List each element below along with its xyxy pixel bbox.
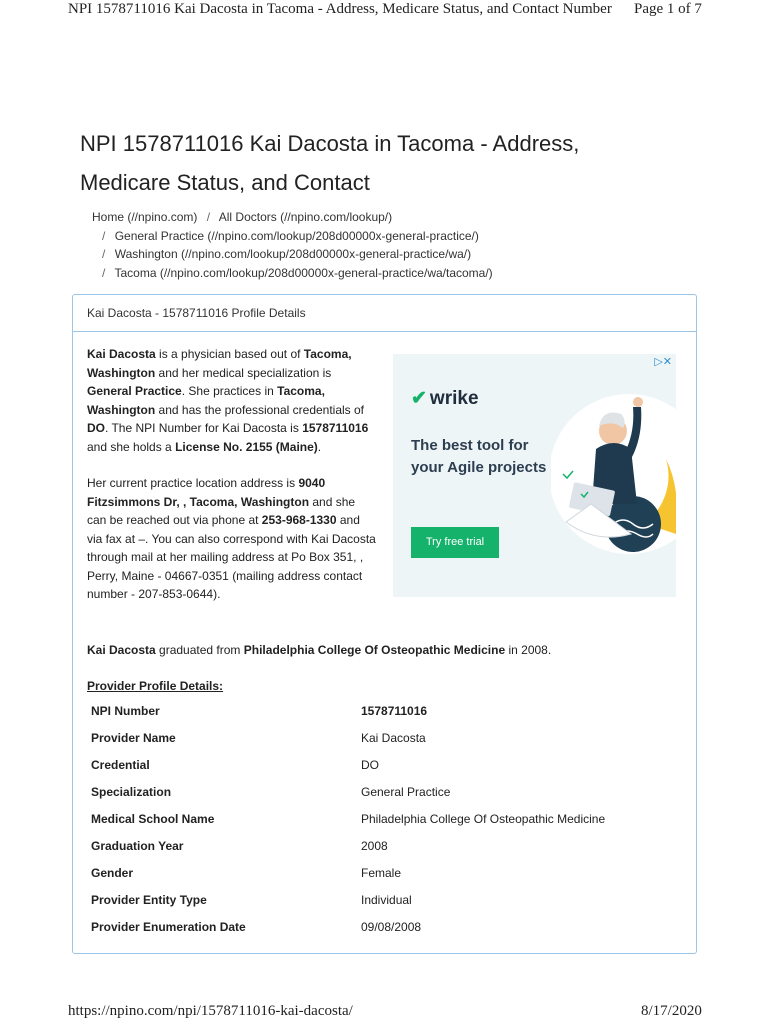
breadcrumb bbox=[92, 208, 712, 282]
detail-label: Credential bbox=[91, 757, 150, 772]
detail-label: Gender bbox=[91, 865, 134, 880]
bio-specialization: General Practice bbox=[87, 384, 182, 398]
profile-card bbox=[72, 294, 697, 954]
bio-address: 9040 Fitzsimmons Dr, , Tacoma, Washington bbox=[87, 476, 326, 509]
table-row bbox=[87, 832, 677, 859]
bio-text: and she holds a bbox=[87, 439, 176, 454]
table-row bbox=[87, 805, 677, 832]
bio-text: Her current practice location address is bbox=[87, 476, 299, 490]
bio-text: and her medical specialization is bbox=[155, 365, 332, 380]
provider-details-title: Provider Profile Details: bbox=[87, 679, 224, 693]
table-row bbox=[87, 886, 677, 913]
grad-name: Kai Dacosta bbox=[87, 643, 156, 657]
bio-credential: DO bbox=[87, 421, 105, 435]
bio-text: and via fax at –. You can also correspond with Kai Dacosta through mail at her mailing address at Po Box 351, , Perry, Maine - 04667-0351 (mailing address contact number - 207-853-0644). bbox=[87, 513, 376, 601]
detail-label: Graduation Year bbox=[91, 838, 184, 853]
grad-school: Philadelphia College Of Osteopathic Medicine bbox=[243, 643, 506, 657]
breadcrumb-all-doctors[interactable]: All Doctors (//npino.com/lookup/) bbox=[218, 210, 393, 224]
graduation-sentence bbox=[87, 641, 677, 659]
detail-value: 09/08/2008 bbox=[361, 919, 422, 934]
bio-text: . bbox=[317, 439, 322, 454]
bio-text: . She practices in bbox=[181, 384, 278, 398]
print-page-number: Page 1 of 7 bbox=[634, 1, 702, 17]
bio-license: License No. 2155 (Maine) bbox=[175, 439, 318, 454]
detail-value: Female bbox=[361, 865, 402, 880]
detail-label: Medical School Name bbox=[91, 811, 215, 826]
detail-value: General Practice bbox=[361, 784, 451, 799]
check-icon: ✔ bbox=[411, 388, 427, 409]
profile-card-header: Kai Dacosta - 1578711016 Profile Details bbox=[73, 295, 696, 332]
print-footer bbox=[0, 1000, 770, 1024]
page-title-line-1: NPI 1578711016 Kai Dacosta in Tacoma - Address, bbox=[80, 131, 580, 156]
detail-value: Individual bbox=[361, 892, 412, 907]
grad-text: graduated from bbox=[155, 643, 244, 657]
print-footer-date: 8/17/2020 bbox=[641, 1003, 702, 1019]
print-footer-url: https://npino.com/npi/1578711016-kai-dacosta/ bbox=[68, 1003, 353, 1019]
wrike-brand-text: wrike bbox=[429, 388, 479, 409]
bio-paragraph-1 bbox=[87, 345, 377, 456]
try-free-trial-button[interactable]: Try free trial bbox=[411, 527, 499, 558]
page-title-line-2: Medicare Status, and Contact bbox=[80, 170, 370, 195]
print-header bbox=[0, 0, 770, 22]
table-row bbox=[87, 724, 677, 751]
print-header-title: NPI 1578711016 Kai Dacosta in Tacoma - Address, Medicare Status, and Contact Number bbox=[68, 1, 612, 17]
table-row bbox=[87, 778, 677, 805]
ad-illustration bbox=[551, 374, 676, 584]
bio-name: Kai Dacosta bbox=[87, 347, 156, 361]
detail-label: Provider Name bbox=[91, 730, 176, 745]
detail-label: Provider Entity Type bbox=[91, 892, 207, 907]
table-row bbox=[87, 751, 677, 778]
detail-value: 1578711016 bbox=[361, 703, 428, 718]
bio-city-state-2: Tacoma, Washington bbox=[87, 384, 325, 417]
detail-value: DO bbox=[361, 757, 379, 772]
detail-label: Specialization bbox=[91, 784, 172, 799]
breadcrumb-home[interactable]: Home (//npino.com) bbox=[92, 210, 198, 224]
detail-label: NPI Number bbox=[91, 703, 160, 718]
bio-text: and has the professional credentials of bbox=[155, 402, 365, 417]
ad-headline: The best tool for your Agile projects bbox=[411, 437, 547, 476]
breadcrumb-separator: / bbox=[206, 210, 211, 224]
wrike-ad-banner[interactable] bbox=[393, 354, 676, 597]
bio-text: . The NPI Number for Kai Dacosta is bbox=[105, 421, 303, 435]
detail-value: Kai Dacosta bbox=[361, 730, 426, 745]
breadcrumb-tacoma[interactable]: Tacoma (//npino.com/lookup/208d00000x-general-practice/wa/tacoma/) bbox=[114, 265, 493, 280]
breadcrumb-general-practice[interactable]: General Practice (//npino.com/lookup/208d00000x-general-practice/) bbox=[114, 228, 479, 243]
detail-value: Philadelphia College Of Osteopathic Medicine bbox=[361, 811, 606, 826]
bio-paragraph-2 bbox=[87, 474, 377, 604]
breadcrumb-separator: / bbox=[102, 247, 106, 261]
breadcrumb-washington[interactable]: Washington (//npino.com/lookup/208d00000x-general-practice/wa/) bbox=[114, 247, 472, 261]
bio-phone: 253-968-1330 bbox=[261, 513, 337, 527]
bio-npi: 1578711016 bbox=[302, 421, 369, 435]
table-row bbox=[87, 859, 677, 886]
page-title bbox=[80, 124, 680, 202]
bio-text: is a physician based out of bbox=[155, 347, 304, 361]
provider-details-table bbox=[87, 697, 677, 940]
adchoices-close-icon[interactable]: ▷✕ bbox=[654, 356, 672, 368]
table-row bbox=[87, 697, 677, 724]
table-row bbox=[87, 913, 677, 940]
breadcrumb-separator: / bbox=[102, 265, 106, 280]
grad-text: in 2008. bbox=[505, 643, 552, 657]
wrike-logo bbox=[411, 387, 479, 410]
breadcrumb-separator: / bbox=[102, 228, 106, 243]
detail-value: 2008 bbox=[361, 838, 388, 853]
detail-label: Provider Enumeration Date bbox=[91, 919, 246, 934]
provider-bio bbox=[87, 345, 377, 622]
bio-city-state: Tacoma, Washington bbox=[87, 347, 352, 380]
bio-text: and she can be reached out via phone at bbox=[87, 494, 356, 527]
